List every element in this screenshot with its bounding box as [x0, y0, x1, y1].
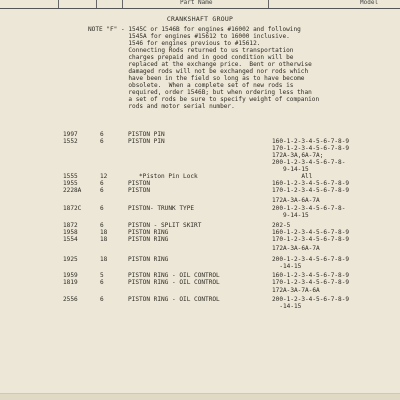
table-row — [0, 212, 400, 219]
table-row — [0, 296, 400, 303]
column-header-model: Model — [360, 0, 379, 6]
part-number: 1997 — [63, 131, 78, 138]
part-name: PISTON RING — [128, 256, 169, 263]
part-name: PISTON - SPLIT SKIRT — [128, 222, 202, 229]
part-number: 2556 — [63, 296, 78, 303]
model-list: 170-1-2-3-4-5-6-7-8-9 — [272, 145, 350, 152]
model-list: 170-1-2-3-4-5-6-7-8-9 — [272, 279, 350, 286]
table-row — [0, 272, 400, 279]
part-number: 1552 — [63, 138, 78, 145]
part-number: 1955 — [63, 180, 78, 187]
quantity: 6 — [100, 187, 104, 194]
note-line: NOTE "F" - 1545C or 1546B for engines #16002 and following — [88, 26, 301, 33]
quantity: 6 — [100, 296, 104, 303]
part-number: 1554 — [63, 236, 78, 243]
table-row — [0, 173, 400, 180]
note-line: required, order 1546B; but when ordering less than — [88, 89, 312, 96]
model-list: 160-1-2-3-4-5-6-7-8-9 — [272, 272, 350, 279]
model-list: All — [272, 173, 313, 180]
model-list: 172A-3A-7A-6A — [272, 287, 320, 294]
part-number: 1872 — [63, 222, 78, 229]
note-line: rods and motor serial number. — [88, 103, 235, 110]
model-list: 170-1-2-3-4-5-6-7-8-9 — [272, 236, 350, 243]
table-row — [0, 197, 400, 204]
table-row — [0, 166, 400, 173]
column-header-bar — [0, 0, 400, 9]
table-row — [0, 245, 400, 252]
quantity: 6 — [100, 138, 104, 145]
note-line: a set of rods be sure to specify weight of companion — [88, 96, 320, 103]
note-line: obsolete. When a complete set of new rods is — [88, 82, 294, 89]
note-line: have been in the field so long as to have become — [88, 75, 305, 82]
part-name: PISTON PIN — [128, 138, 165, 145]
table-row — [0, 152, 400, 159]
model-list: 200-1-2-3-4-5-6-7-8-9 — [272, 256, 350, 263]
model-list: 172A-3A,6A-7A; — [272, 152, 324, 159]
model-list: 170-1-2-3-4-5-6-7-8-9 — [272, 187, 350, 194]
table-row — [0, 229, 400, 236]
table-row — [0, 145, 400, 152]
part-number: 2228A — [63, 187, 82, 194]
part-name: PISTON — [128, 180, 151, 187]
part-number: 1959 — [63, 272, 78, 279]
part-number: 1555 — [63, 173, 78, 180]
table-row — [0, 138, 400, 145]
part-number: 1925 — [63, 256, 78, 263]
table-row — [0, 303, 400, 310]
part-name: PISTON- TRUNK TYPE — [128, 205, 195, 212]
column-divider — [122, 0, 123, 8]
part-number: 1819 — [63, 279, 78, 286]
quantity: 6 — [100, 131, 104, 138]
model-list: -14-15 — [272, 303, 302, 310]
table-row — [0, 180, 400, 187]
part-name: *Piston Pin Lock — [128, 173, 198, 180]
model-list: 160-1-2-3-4-5-6-7-8-9 — [272, 138, 350, 145]
part-name: PISTON RING - OIL CONTROL — [128, 296, 220, 303]
model-list: 200-1-2-3-4-5-6-7-8- — [272, 205, 346, 212]
model-list: 172A-3A-6A-7A — [272, 245, 320, 252]
quantity: 6 — [100, 279, 104, 286]
model-list: 172A-3A-6A-7A — [272, 197, 320, 204]
quantity: 6 — [100, 205, 104, 212]
model-list: 160-1-2-3-4-5-6-7-8-9 — [272, 180, 350, 187]
model-list: 9-14-15 — [272, 212, 309, 219]
part-name: PISTON — [128, 187, 151, 194]
note-line: 1545A for engines #15612 to 16000 inclusive. — [88, 33, 290, 40]
part-number: 1872C — [63, 205, 82, 212]
part-name: PISTON PIN — [128, 131, 165, 138]
table-row — [0, 287, 400, 294]
table-row — [0, 279, 400, 286]
table-row — [0, 263, 400, 270]
quantity: 18 — [100, 256, 108, 263]
model-list: 200-1-2-3-4-5-6-7-8-9 — [272, 296, 350, 303]
table-row — [0, 256, 400, 263]
column-header-part-name: Part Name — [180, 0, 213, 6]
table-row — [0, 187, 400, 194]
part-name: PISTON RING - OIL CONTROL — [128, 279, 220, 286]
quantity: 6 — [100, 222, 104, 229]
page-bottom-edge — [0, 393, 400, 400]
quantity: 18 — [100, 229, 108, 236]
quantity: 5 — [100, 272, 104, 279]
column-divider — [58, 0, 59, 8]
model-list: -14-15 — [272, 263, 302, 270]
note-line: replaced at the exchange price. Bent or otherwise — [88, 61, 312, 68]
note-line: 1546 for engines previous to #15612. — [88, 40, 261, 47]
model-list: 202-5 — [272, 222, 291, 229]
column-divider — [96, 0, 97, 8]
model-list: 160-1-2-3-4-5-6-7-8-9 — [272, 229, 350, 236]
table-row — [0, 131, 400, 138]
note-line: charges prepaid and in good condition will be — [88, 54, 294, 61]
table-row — [0, 205, 400, 212]
column-divider — [268, 0, 269, 8]
table-row — [0, 236, 400, 243]
part-number: 1958 — [63, 229, 78, 236]
model-list: 200-1-2-3-4-5-6-7-8- — [272, 159, 346, 166]
table-row — [0, 159, 400, 166]
part-name: PISTON RING — [128, 236, 169, 243]
note-line: damaged rods will not be exchanged nor rods which — [88, 68, 309, 75]
table-row — [0, 222, 400, 229]
note-line: Connecting Rods returned to us transportation — [88, 47, 294, 54]
part-name: PISTON RING — [128, 229, 169, 236]
model-list: 9-14-15 — [272, 166, 309, 173]
quantity: 12 — [100, 173, 108, 180]
group-title: CRANKSHAFT GROUP — [166, 15, 234, 23]
quantity: 6 — [100, 180, 104, 187]
part-name: PISTON RING - OIL CONTROL — [128, 272, 220, 279]
quantity: 18 — [100, 236, 108, 243]
